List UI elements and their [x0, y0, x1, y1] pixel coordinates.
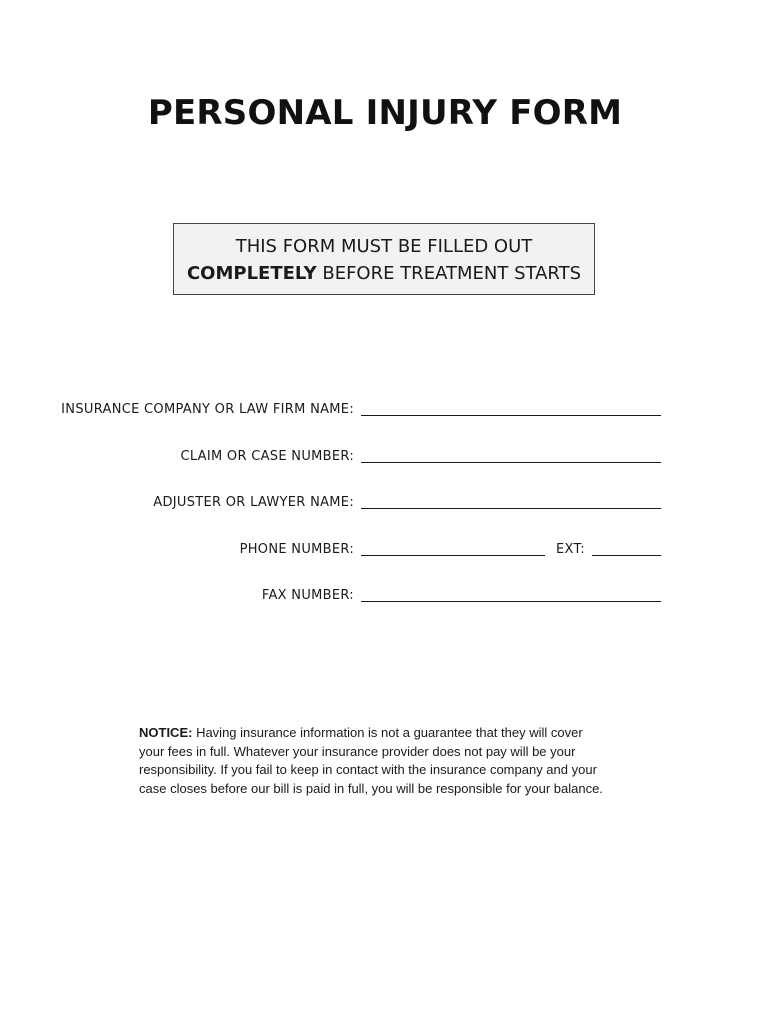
phone-number-label: PHONE NUMBER:	[239, 542, 354, 557]
notice-line-3: responsibility. If you fail to keep in contact with the insurance company and your	[139, 762, 597, 777]
notice-line-2: your fees in full. Whatever your insurance provider does not pay will be your	[139, 743, 576, 759]
insurance-company-label: INSURANCE COMPANY OR LAW FIRM NAME:	[61, 402, 354, 417]
requirement-banner	[173, 223, 595, 295]
phone-number-field[interactable]	[361, 555, 545, 556]
adjuster-name-field[interactable]	[361, 508, 661, 509]
notice-lead: NOTICE:	[139, 725, 193, 740]
notice-paragraph	[139, 724, 619, 798]
claim-number-field[interactable]	[361, 462, 661, 463]
page-title: PERSONAL INJURY FORM	[147, 93, 623, 133]
field-row-claim-number	[0, 449, 770, 471]
field-row-fax-number	[0, 588, 770, 610]
adjuster-name-label: ADJUSTER OR LAWYER NAME:	[153, 495, 354, 510]
claim-number-label: CLAIM OR CASE NUMBER:	[180, 449, 354, 464]
field-row-phone-number	[0, 542, 770, 564]
banner-emphasis: COMPLETELY	[186, 263, 317, 284]
ext-label: EXT:	[556, 542, 585, 557]
ext-field[interactable]	[592, 555, 661, 556]
notice-line-1-text: Having insurance information is not a guarantee that they will cover	[192, 725, 583, 740]
banner-line-2	[174, 260, 594, 287]
insurance-company-field[interactable]	[361, 415, 661, 416]
banner-line-1: THIS FORM MUST BE FILLED OUT	[235, 236, 533, 257]
banner-line-2-rest: BEFORE TREATMENT STARTS	[316, 263, 582, 284]
fax-number-label: FAX NUMBER:	[261, 588, 354, 603]
field-row-adjuster-name	[0, 495, 770, 517]
notice-line-1	[139, 724, 619, 743]
notice-line-4: case closes before our bill is paid in full, you will be responsible for your balance.	[139, 780, 603, 796]
fax-number-field[interactable]	[361, 601, 661, 602]
field-row-insurance-company	[0, 402, 770, 424]
